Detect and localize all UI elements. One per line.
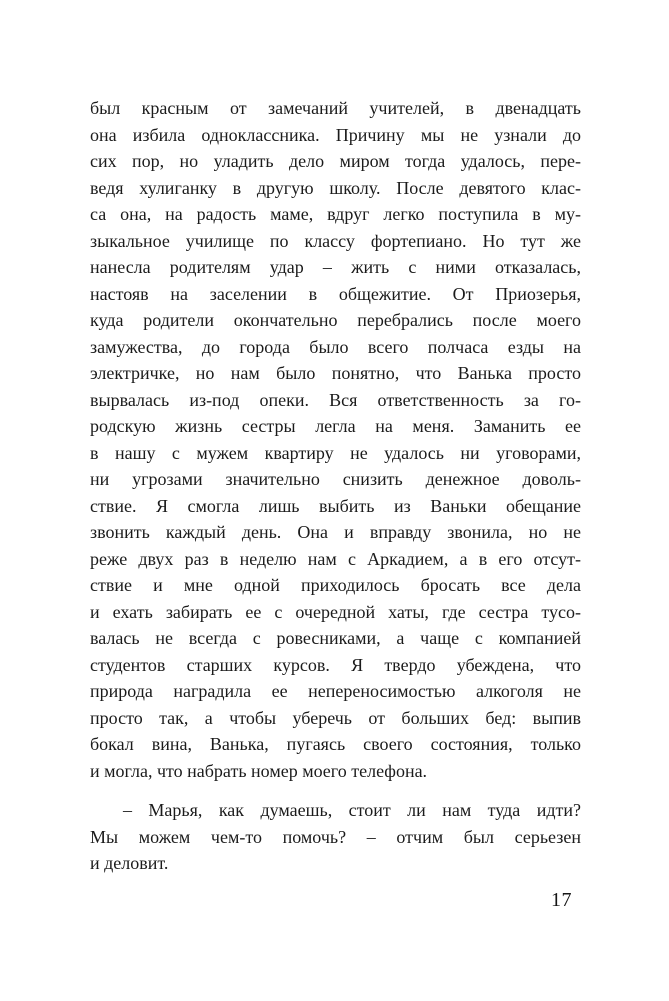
text-line: бокал вина, Ванька, пугаясь своего состояния, только bbox=[90, 734, 581, 754]
text-line: студентов старших курсов. Я твердо убеждена, что bbox=[90, 654, 581, 675]
text-line: – Марья, как думаешь, стоит ли нам туда идти? bbox=[123, 800, 581, 820]
page-number: 17 bbox=[551, 889, 572, 911]
text-line: са она, на радость маме, вдруг легко поступила в му- bbox=[90, 204, 581, 224]
text-line: природа наградила ее непереносимостью алкоголя не bbox=[90, 681, 581, 701]
paragraph bbox=[90, 95, 581, 784]
text-line: родскую жизнь сестры легла на меня. Заманить ее bbox=[90, 416, 581, 436]
text-line: валась не всегда с ровесниками, а чаще с компанией bbox=[90, 628, 581, 648]
text-line: куда родители окончательно перебрались после моего bbox=[90, 310, 581, 330]
text-line: ведя хулиганку в другую школу. После девятого клас- bbox=[90, 177, 581, 198]
paragraph bbox=[90, 797, 581, 877]
text-line: ствие. Я смогла лишь выбить из Ваньки обещание bbox=[90, 495, 581, 516]
text-line: звонить каждый день. Она и вправду звонила, но не bbox=[90, 522, 581, 542]
text-line: вырвалась из-под опеки. Вся ответственность за го- bbox=[90, 389, 581, 410]
text-line: ствие и мне одной приходилось бросать все дела bbox=[90, 575, 581, 595]
text-line: ни угрозами значительно снизить денежное доволь- bbox=[90, 469, 581, 489]
text-line: и ехать забирать ее с очередной хаты, где сестра тусо- bbox=[90, 601, 581, 622]
text-line: Мы можем чем-то помочь? – отчим был серьезен bbox=[90, 826, 581, 847]
text-line: был красным от замечаний учителей, в двенадцать bbox=[90, 98, 581, 118]
text-line: реже двух раз в неделю нам с Аркадием, а в его отсут- bbox=[90, 548, 581, 569]
text-line: замужества, до города было всего полчаса езды на bbox=[90, 336, 581, 357]
text-line: в нашу с мужем квартиру не удалось ни уговорами, bbox=[90, 442, 581, 463]
text-line: просто так, а чтобы уберечь от больших бед: выпив bbox=[90, 707, 581, 728]
text-line: электричке, но нам было понятно, что Ванька просто bbox=[90, 363, 581, 383]
text-line: и деловит. bbox=[90, 853, 169, 873]
text-line: зыкальное училище по классу фортепиано. Но тут же bbox=[90, 230, 581, 251]
text-line: сих пор, но уладить дело миром тогда удалось, пере- bbox=[90, 151, 581, 171]
text-line: она избила одноклассника. Причину мы не узнали до bbox=[90, 124, 581, 145]
text-line: настояв на заселении в общежитие. От Приозерья, bbox=[90, 283, 581, 304]
text-block bbox=[90, 95, 581, 877]
text-line: и могла, что набрать номер моего телефона. bbox=[90, 760, 428, 781]
text-line: нанесла родителям удар – жить с ними отказалась, bbox=[90, 257, 581, 277]
